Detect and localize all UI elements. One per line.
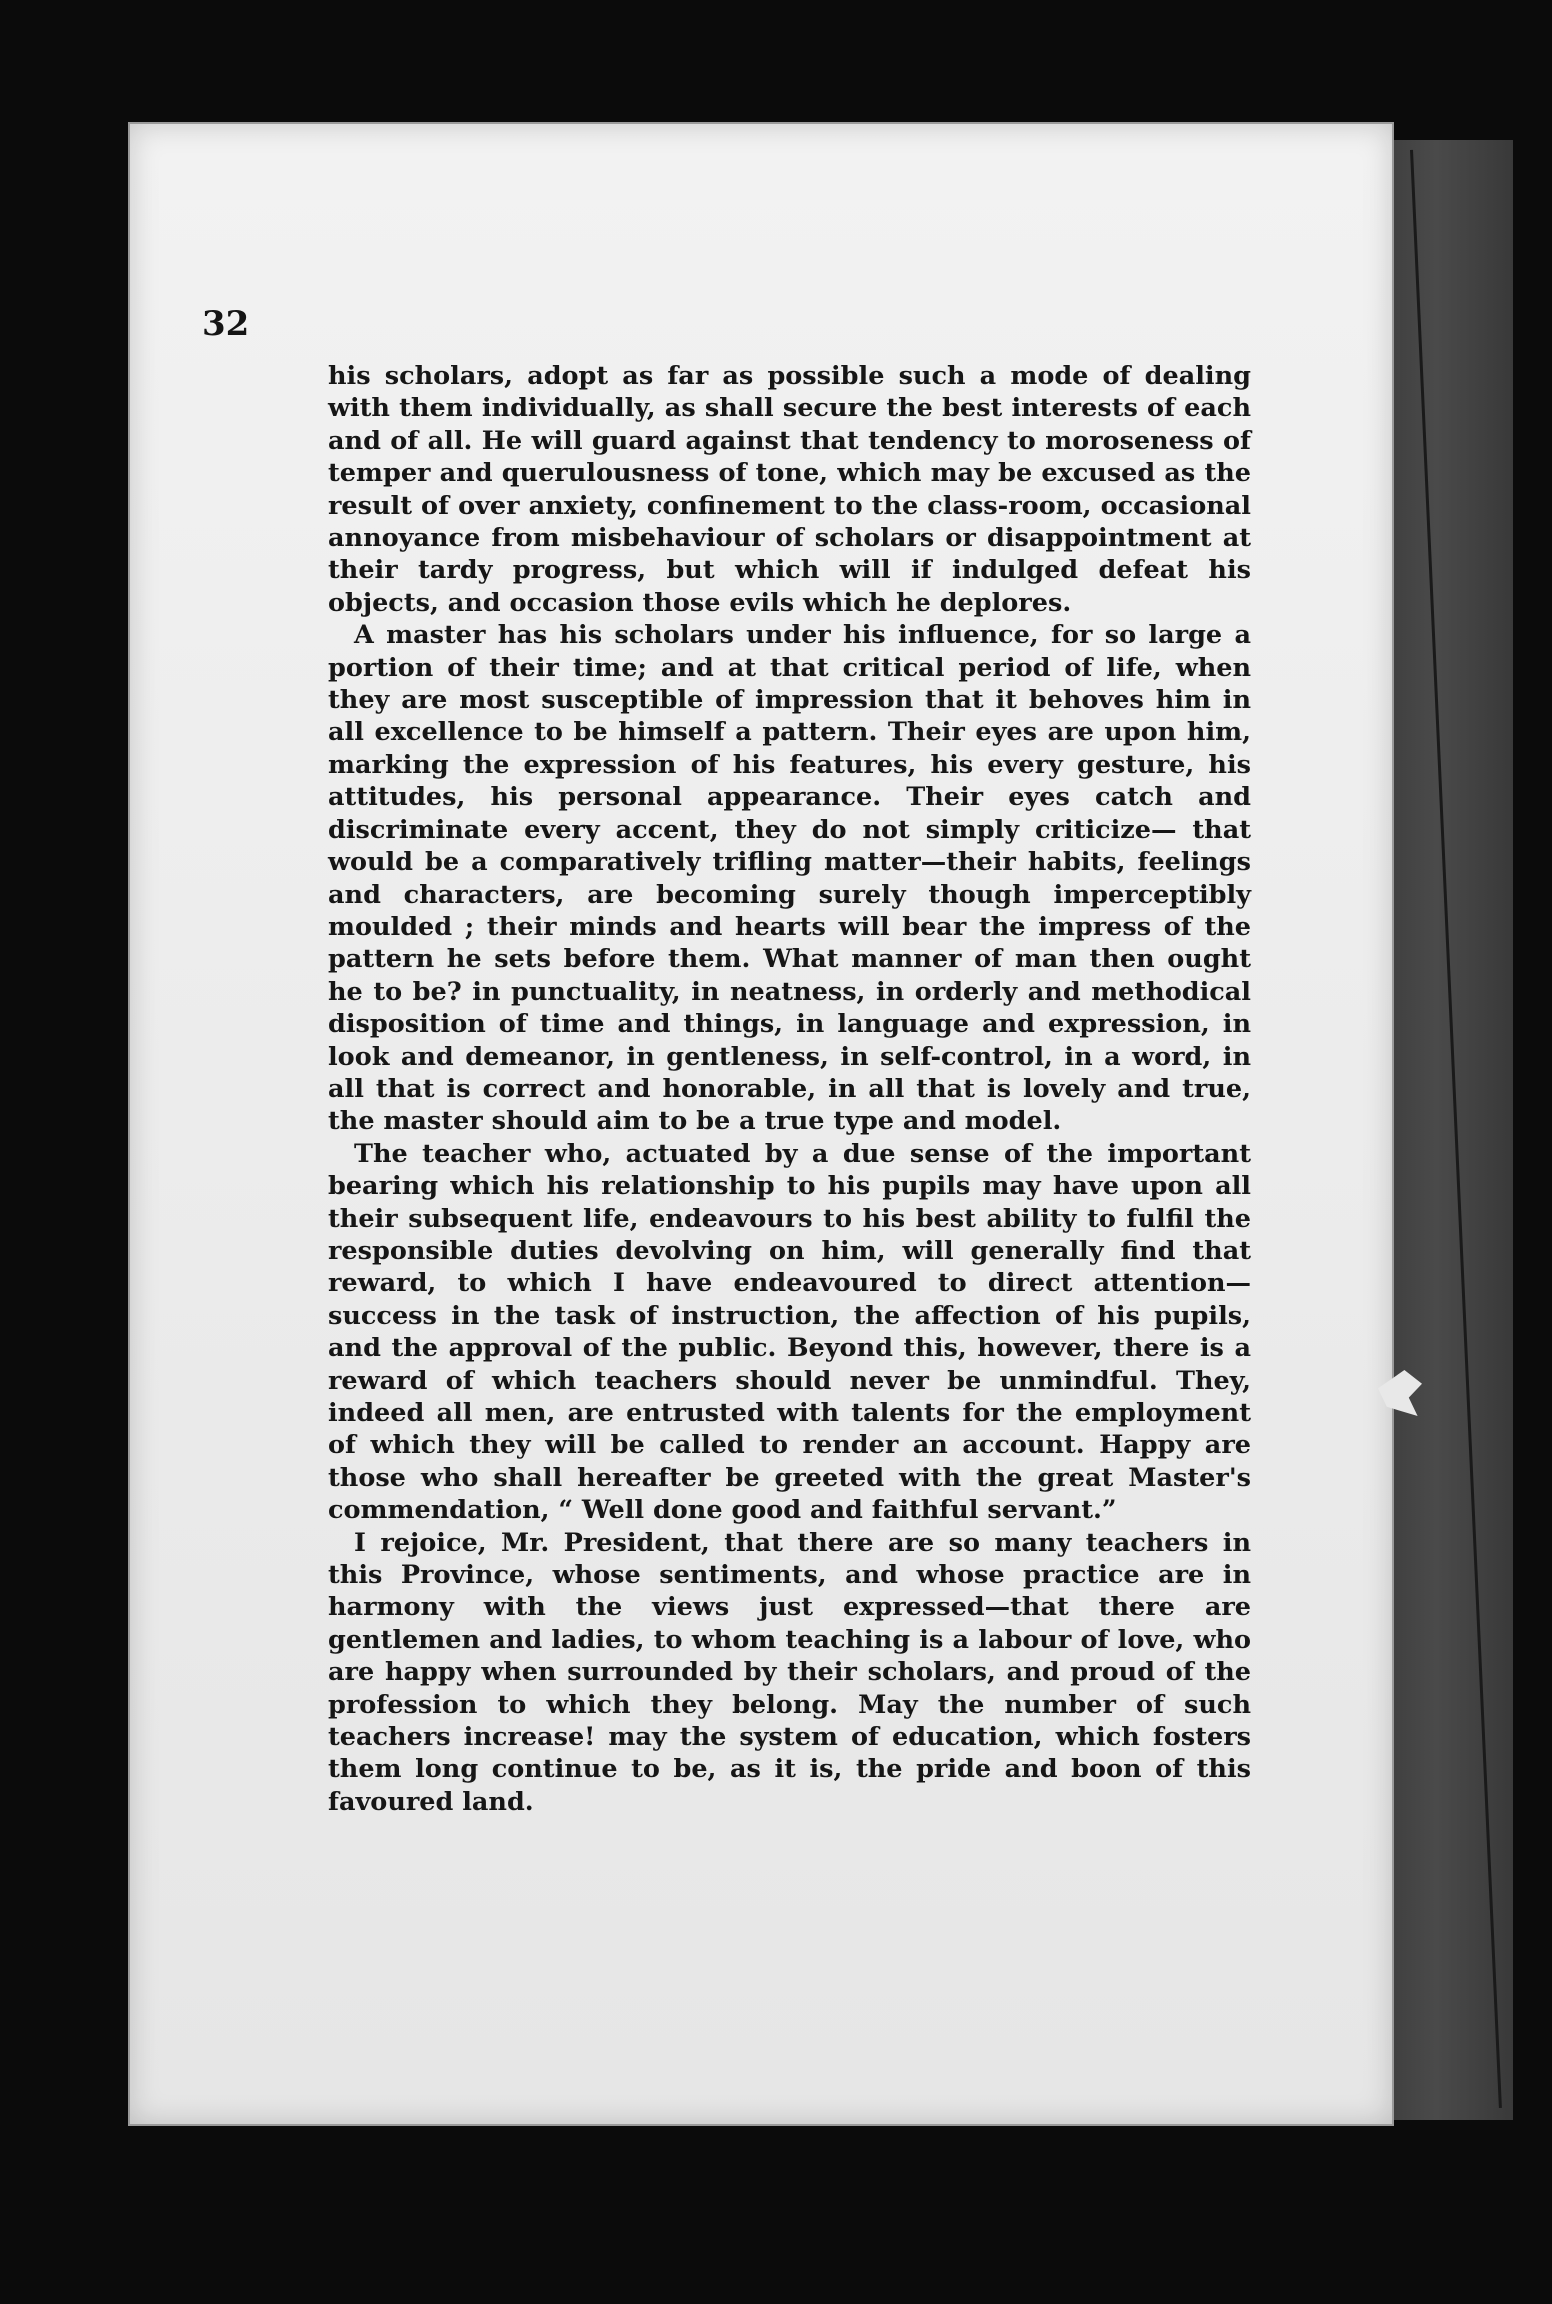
paragraph-2: A master has his scholars under his influence, for so large a portion of their time; and at that critical period of life, when they are most susceptible of impression that it behoves him in all excellence to be himself a pattern. Their eyes are upon him, marking the expression of his features, his every gesture, his attitudes, his personal appearance. Their eyes catch and discriminate every accent, they do not simply criticize— that would be a comparatively trifling matter—their habits, feelings and characters, are becoming surely though imperceptibly moulded ; their minds and hearts will bear the impress of the pattern he sets before them. What manner of man then ought he to be? in punctuality, in neatness, in orderly and methodical disposition of time and things, in language and expression, in look and demeanor, in gentleness, in self-control, in a word, in all that is correct and honorable, in all that is lovely and true, the master should aim to be a true type and model. — [328, 620, 1251, 1137]
body-text — [328, 360, 1251, 1818]
page-number: 32 — [202, 304, 250, 344]
paragraph-4: I rejoice, Mr. President, that there are so many teachers in this Province, whose sentiments, and whose practice are in harmony with the views just expressed—that there are gentlemen and ladies, to whom teaching is a labour of love, who are happy when surrounded by their scholars, and proud of the profession to which they belong. May the number of such teachers increase! may the system of education, which fosters them long continue to be, as it is, the pride and boon of this favoured land. — [328, 1527, 1251, 1817]
paragraph-1: his scholars, adopt as far as possible such a mode of dealing with them individually, as shall secure the best interests of each and of all. He will guard against that tendency to moroseness of temper and querulousness of tone, which may be excused as the result of over anxiety, confinement to the class-room, occasional annoyance from misbehaviour of scholars or disappointment at their tardy progress, but which will if indulged defeat his objects, and occasion those evils which he deplores. — [328, 361, 1251, 618]
paragraph-3: The teacher who, actuated by a due sense of the important bearing which his relationship to his pupils may have upon all their subsequent life, endeavours to his best ability to fulfil the responsible duties devolving on him, will generally find that reward, to which I have endeavoured to direct attention—success in the task of instruction, the affection of his pupils, and the approval of the public. Beyond this, however, there is a reward of which teachers should never be unmindful. They, indeed all men, are entrusted with talents for the employment of which they will be called to render an account. Happy are those who shall hereafter be greeted with the great Master's commendation, “ Well done good and faithful servant.” — [328, 1138, 1251, 1526]
